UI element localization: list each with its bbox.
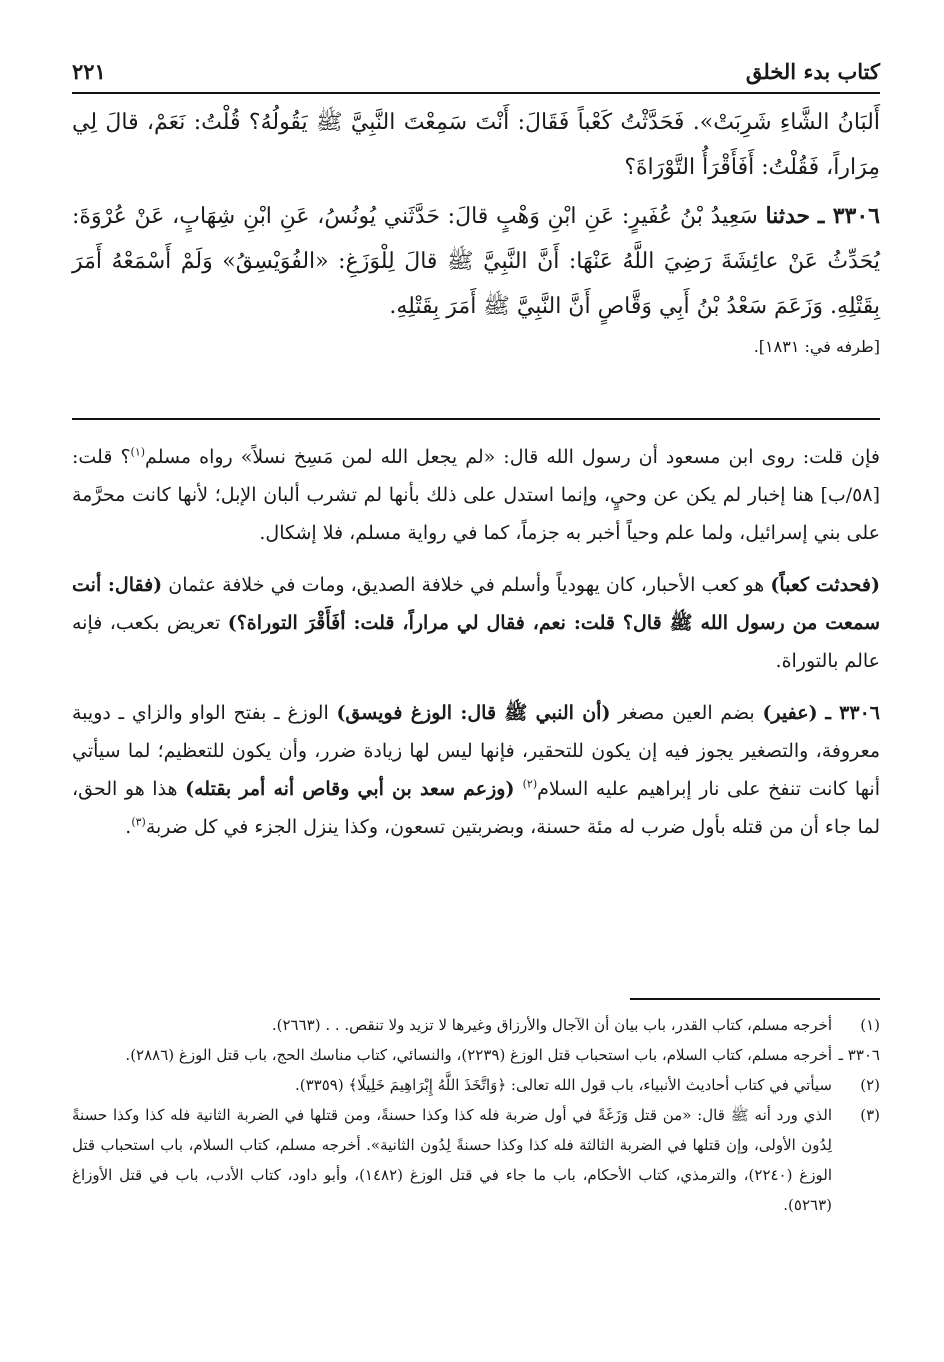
commentary-hadith-number: ٣٣٠٦ ـ — [825, 702, 880, 724]
footnote-number: ٣٣٠٦ ـ — [838, 1046, 880, 1064]
tarafuh-reference: [طرفه في: ١٨٣١]. — [753, 337, 880, 356]
footnote-ref-2: (٢) — [522, 777, 538, 791]
footnote-text: أخرجه مسلم، كتاب القدر، باب بيان أن الآجال والأرزاق وغيرها لا تزيد ولا تنقص. . . (٢٦٦٣). — [271, 1016, 832, 1034]
footnote-ref-1: (١) — [130, 445, 146, 459]
footnote-text: أخرجه مسلم، كتاب السلام، باب استحباب قتل الوزغ (٢٢٣٩)، والنسائي، كتاب مناسك الحج، باب قتل الوزغ (٢٨٨٦). — [125, 1046, 832, 1064]
commentary-paragraph-2 — [72, 566, 880, 680]
header-rule — [72, 92, 880, 94]
commentary-p2-text-1: هو كعب الأحبار، كان يهودياً وأسلم في خلافة الصديق، ومات في خلافة عثمان — [162, 574, 771, 596]
commentary-divider — [72, 418, 880, 420]
commentary-p1-part-b: ؟ قلت: [٥٨/ب] هنا إخبار لم يكن عن وحيٍ، وإنما استدل على ذلك بأنها لم تشرب ألبان الإبل؛ لأنها كانت محرَّمة على بني إسرائيل، ولما علم وحياً أخبر به جزماً، كما في رواية مسلم، فلا إشكال. — [72, 446, 880, 544]
commentary-p1-part-a: فإن قلت: روى ابن مسعود أن رسول الله قال: «لم يجعل الله لمن مَسِخ نسلاً» رواه مسلم — [145, 446, 880, 468]
lemma-wazagh: (أن النبي ﷺ قال: الوزغ فويسق) — [336, 702, 611, 724]
footnote-item — [72, 1010, 880, 1040]
commentary-p3-text-2: الوزغ ـ بفتح الواو والزاي ـ دويبة معروفة، والتصغير يجوز فيه إن يكون للتحقير، فإنها ليس لها زيادة ضرر، وأن يكون للتعظيم؛ لما سيأتي أنها كانت تنفخ على نار إبراهيم عليه السلام — [72, 702, 880, 800]
commentary-paragraph-1 — [72, 438, 880, 552]
page-header — [72, 44, 880, 84]
haddathana-word: حدثنا — [765, 203, 811, 229]
lemma-saad: (وزعم سعد بن أبي وقاص أنه أمر بقتله) — [185, 778, 523, 800]
footnote-number: (١) — [860, 1016, 880, 1034]
commentary-p3-text-1: بضم العين مصغر — [610, 702, 763, 724]
footnote-ref-3: (٣) — [131, 815, 146, 829]
footnote-rule — [630, 998, 880, 1000]
footnote-text: سيأتي في كتاب أحاديث الأنبياء، باب قول الله تعالى: ﴿وَاتَّخَذَ اللَّهُ إِبْرَاهِيمَ خَلِيلًا﴾ (٣٣٥٩). — [294, 1076, 832, 1094]
footnote-item — [72, 1040, 880, 1070]
commentary-text — [72, 438, 880, 860]
footnote-item — [72, 1070, 880, 1100]
lemma-kab: (فحدثت كعباً) — [770, 574, 880, 596]
commentary-p3-text-3: هذا هو الحق، لما جاء أن من قتله بأول ضرب له مئة حسنة، وبضربتين تسعون، وكذا ينزل الجزء في كل ضربة — [72, 778, 880, 838]
hadith-paragraph-2-text: سَعِيدُ بْنُ عُفَيرٍ: عَنِ ابْنِ وَهْبٍ قالَ: حَدَّثَني يُونُسُ، عَنِ ابْنِ شِهَابٍ، عَنْ عُرْوَةَ: يُحَدِّثُ عَنْ عائِشَةَ رَضِيَ اللَّهُ عَنْهَا: أَنَّ النَّبِيَّ ﷺ قالَ لِلْوَزَغِ: «الفُوَيْسِقُ» وَلَمْ أَسْمَعْهُ أَمَرَ بِقَتْلِهِ. وَزَعَمَ سَعْدُ بْنُ أَبِي وَقَّاصٍ أَنَّ النَّبِيَّ ﷺ أَمَرَ بِقَتْلِهِ. — [72, 204, 880, 319]
hadith-text — [72, 100, 880, 365]
footnote-text: الذي ورد أنه ﷺ قال: «من قتل وَزَغَةً في أول ضربة فله كذا وكذا حسنةً، ومن قتلها في الضربة الثانية فله كذا وكذا حسنةً لِدُون الأولى، وإن قتلها في الضربة الثالثة فله كذا وكذا حسنةً لِدُون الثانية». أخرجه مسلم، كتاب السلام، باب استحباب قتل الوزغ (٢٢٤٠)، والترمذي، كتاب الأحكام، باب ما جاء في قتل الوزغ (١٤٨٢)، وأبو داود، كتاب الأدب، باب في قتل الأوزاغ (٥٢٦٣). — [72, 1106, 832, 1214]
page-number: ٢٢١ — [72, 59, 106, 84]
commentary-p3-end: . — [125, 816, 132, 838]
footnote-item — [72, 1100, 880, 1220]
hadith-paragraph-2 — [72, 194, 880, 329]
footnote-number: (٢) — [860, 1076, 880, 1094]
commentary-p2-text-2: تعريض بكعب، فإنه عالم بالتوراة. — [72, 612, 880, 672]
book-title: كتاب بدء الخلق — [745, 59, 880, 84]
footnotes — [72, 1010, 880, 1220]
lemma-ufair: (عفير) — [762, 702, 818, 724]
hadith-paragraph-1: أَلبَانُ الشَّاءِ شَرِبَتْ». فَحَدَّثْتُ كَعْباً فَقَالَ: أَنْتَ سَمِعْتَ النَّبِيَّ ﷺ يَقُولُهُ؟ قُلْتُ: نَعَمْ، قالَ لِي مِرَاراً، فَقُلْتُ: أَفَأَقْرَأُ التَّوْرَاةَ؟ — [72, 110, 880, 180]
footnote-number: (٣) — [860, 1106, 880, 1124]
hadith-number: ٣٣٠٦ ـ — [817, 203, 880, 229]
commentary-paragraph-3 — [72, 694, 880, 846]
lemma-faqal: (فقال: أنت سمعت من رسول الله ﷺ قال؟ قلت: نعم، فقال لي مراراً، قلت: أفَأَقْرَ التوراة؟) — [72, 574, 881, 634]
